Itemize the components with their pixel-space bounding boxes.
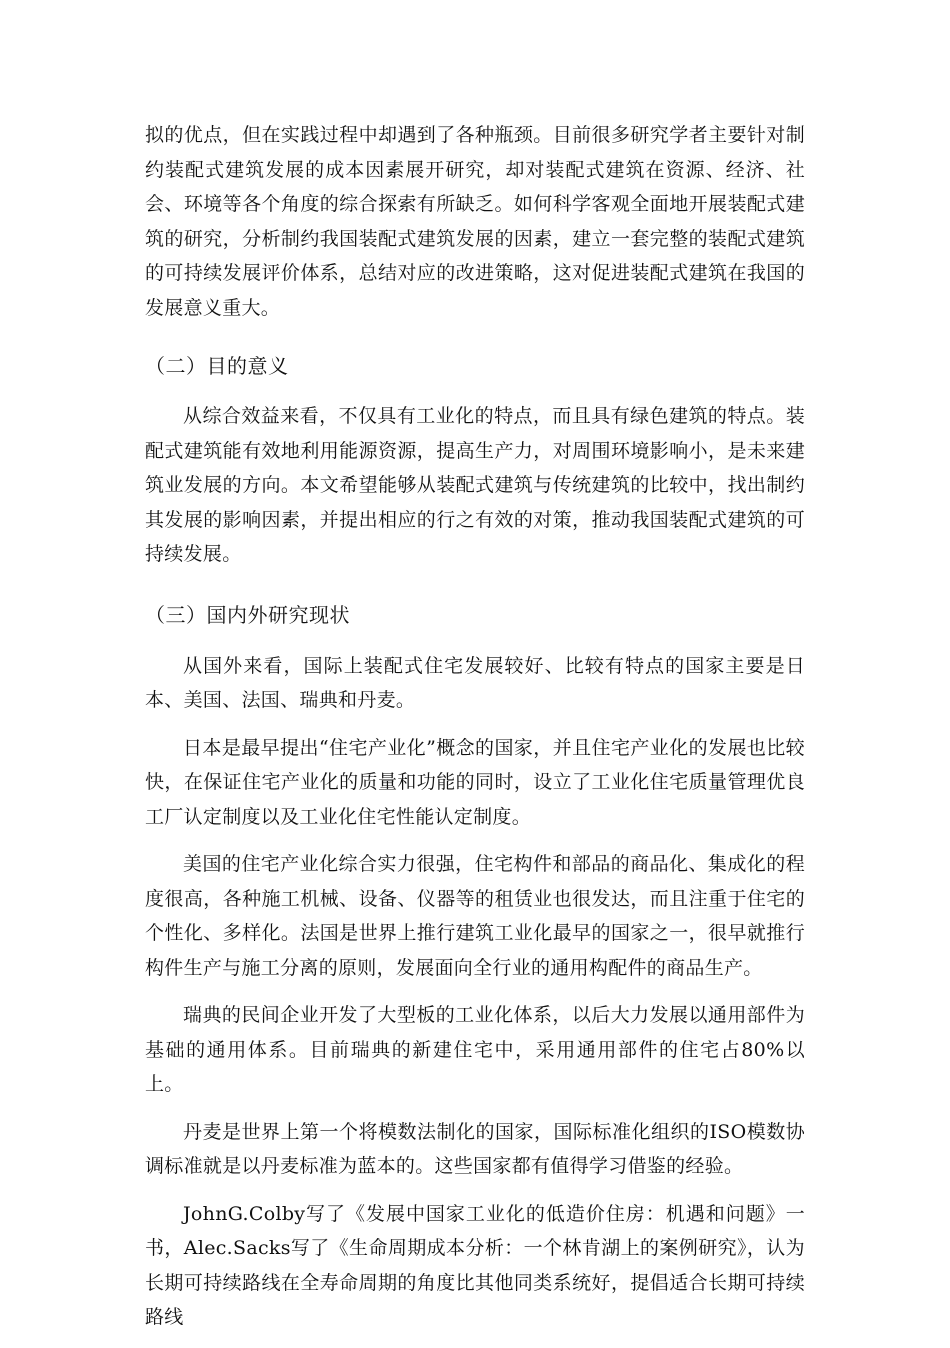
section-heading-research-status: （三）国内外研究现状	[145, 602, 350, 627]
paragraph-denmark: 丹麦是世界上第一个将模数法制化的国家，国际标准化组织的ISO模数协调标准就是以丹麦标准为蓝本的。这些国家都有值得学习借鉴的经验。	[145, 1120, 805, 1177]
paragraph-purpose: 从综合效益来看，不仅具有工业化的特点，而且具有绿色建筑的特点。装配式建筑能有效地利用能源资源，提高生产力，对周围环境影响小，是未来建筑业发展的方向。本文希望能够从装配式建筑与传统建筑的比较中，找出制约其发展的影响因素，并提出相应的行之有效的对策，推动我国装配式建筑的可持续发展。	[145, 405, 805, 565]
paragraph-sweden: 瑞典的民间企业开发了大型板的工业化体系，以后大力发展以通用部件为基础的通用体系。目前瑞典的新建住宅中，采用通用部件的住宅占80%以上。	[145, 1004, 805, 1095]
paragraph-intro-continued: 拟的优点，但在实践过程中却遇到了各种瓶颈。目前很多研究学者主要针对制约装配式建筑发展的成本因素展开研究，却对装配式建筑在资源、经济、社会、环境等各个角度的综合探索有所缺乏。如何科学客观全面地开展装配式建筑的研究，分析制约我国装配式建筑发展的因素，建立一套完整的装配式建筑的可持续发展评价体系，总结对应的改进策略，这对促进装配式建筑在我国的发展意义重大。	[145, 124, 805, 319]
paragraph-literature: JohnG.Colby写了《发展中国家工业化的低造价住房：机遇和问题》一书，Alec.Sacks写了《生命周期成本分析：一个林肯湖上的案例研究》，认为长期可持续路线在全寿命周期的角度比其他同类系统好，提倡适合长期可持续路线	[145, 1202, 805, 1328]
paragraph-foreign-overview: 从国外来看，国际上装配式住宅发展较好、比较有特点的国家主要是日本、美国、法国、瑞典和丹麦。	[145, 654, 805, 711]
document-page	[145, 118, 805, 1348]
section-heading-purpose: （二）目的意义	[145, 354, 289, 378]
paragraph-japan: 日本是最早提出“住宅产业化”概念的国家，并且住宅产业化的发展也比较快，在保证住宅产业化的质量和功能的同时，设立了工业化住宅质量管理优良工厂认定制度以及工业化住宅性能认定制度。	[145, 736, 805, 828]
paragraph-usa-france: 美国的住宅产业化综合实力很强，住宅构件和部品的商品化、集成化的程度很高，各种施工机械、设备、仪器等的租赁业也很发达，而且注重于住宅的个性化、多样化。法国是世界上推行建筑工业化最早的国家之一，很早就推行构件生产与施工分离的原则，发展面向全行业的通用构配件的商品生产。	[145, 853, 805, 979]
